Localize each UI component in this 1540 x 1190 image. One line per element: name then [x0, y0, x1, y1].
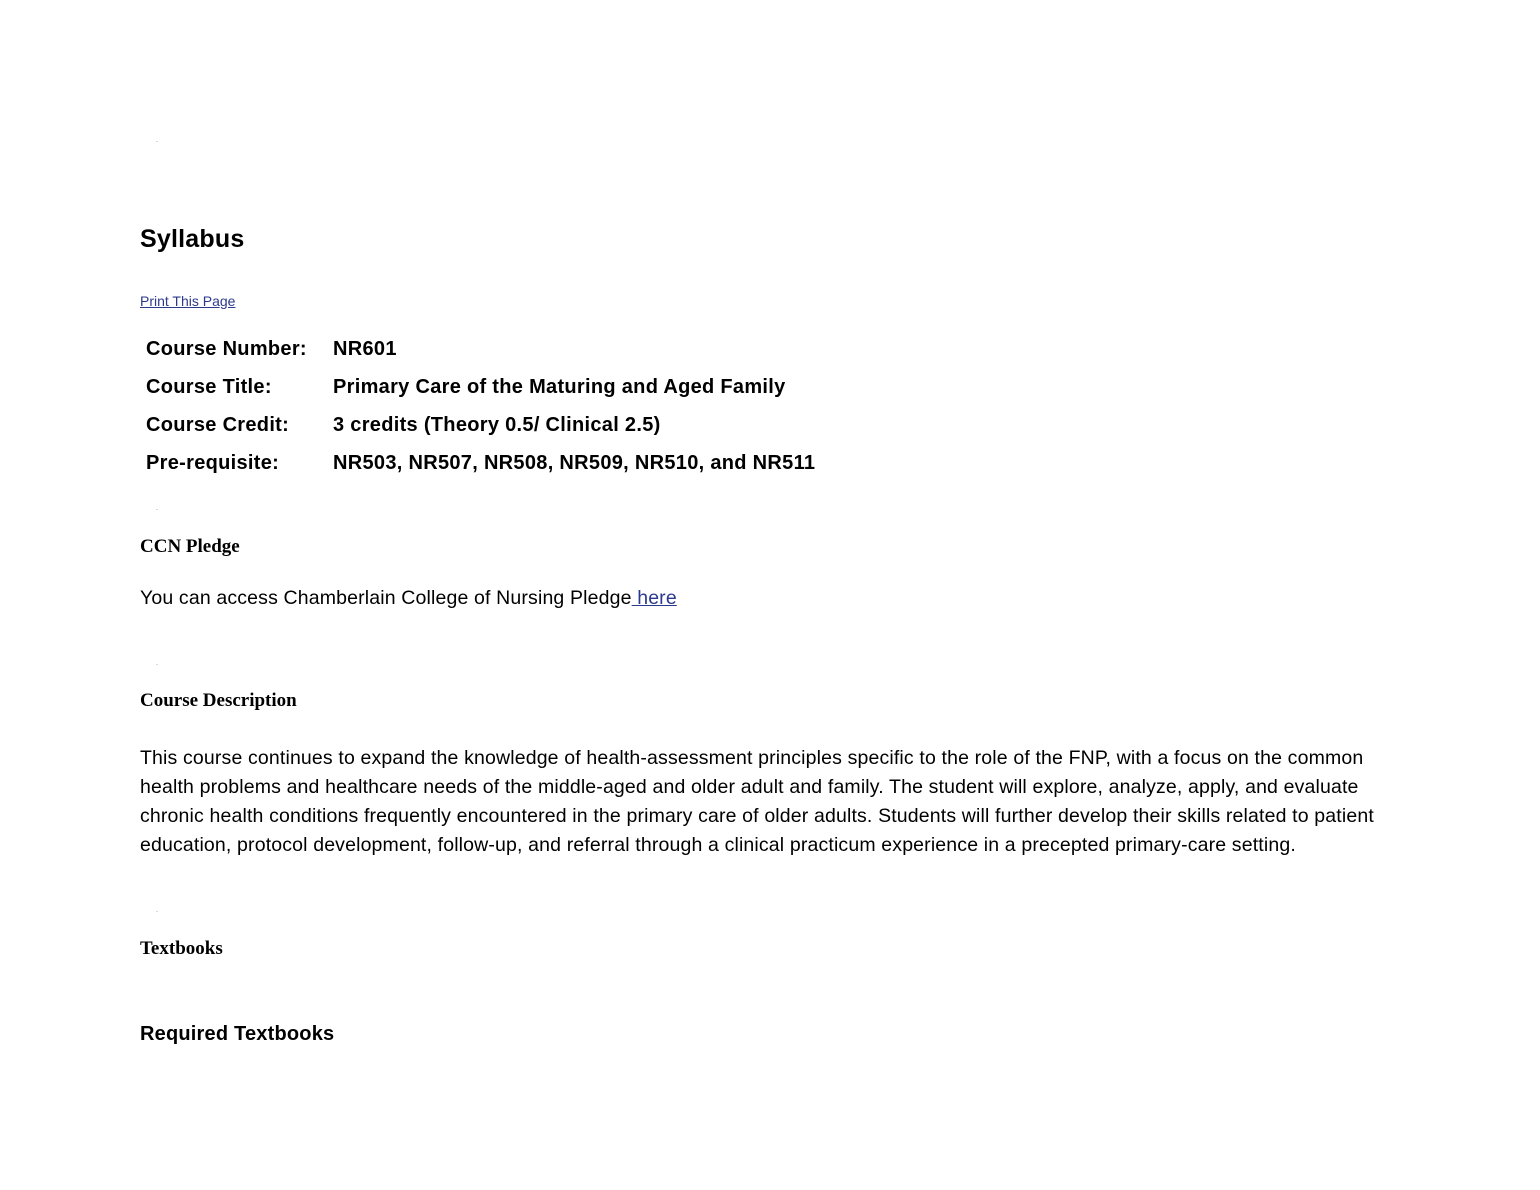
spacer-dot [156, 509, 158, 510]
course-description-text: This course continues to expand the knowledge of health-assessment principles specific to the role of the FNP, with a focus on the common health problems and healthcare needs of the middle-aged and older adult and family. The student will explore, analyze, apply, and evaluate chronic health conditions frequently encountered in the primary care of older adults. Students will further develop their skills related to patient education, protocol development, follow-up, and referral through a clinical practicum experience in a precepted primary-care setting. [140, 747, 1374, 856]
textbooks-heading: Textbooks [140, 938, 223, 959]
prerequisite-label: Pre-requisite: [146, 451, 280, 474]
course-number-value: NR601 [333, 337, 397, 360]
course-description-heading: Course Description [140, 690, 297, 711]
course-info-row-prerequisite [140, 444, 821, 482]
course-info-row-title [140, 368, 821, 406]
course-title-label: Course Title: [146, 375, 272, 398]
spacer-dot [156, 911, 158, 912]
page-title: Syllabus [140, 225, 245, 253]
course-info-row-number [140, 330, 821, 368]
course-number-label: Course Number: [146, 337, 307, 360]
required-textbooks-heading: Required Textbooks [140, 1023, 335, 1045]
pledge-heading: CCN Pledge [140, 536, 240, 557]
course-info-table [140, 330, 821, 482]
course-title-value: Primary Care of the Maturing and Aged Family [333, 375, 786, 398]
pledge-paragraph [140, 584, 677, 613]
course-credit-value: 3 credits (Theory 0.5/ Clinical 2.5) [333, 413, 661, 436]
print-page-link[interactable]: Print This Page [140, 293, 236, 309]
pledge-here-link[interactable]: here [631, 587, 677, 609]
pledge-text: You can access Chamberlain College of Nursing Pledge [140, 587, 632, 609]
spacer-dot [156, 664, 158, 665]
prerequisite-value: NR503, NR507, NR508, NR509, NR510, and NR511 [333, 451, 816, 474]
spacer-dot [156, 141, 158, 142]
course-credit-label: Course Credit: [146, 413, 290, 436]
course-info-row-credit [140, 406, 821, 444]
